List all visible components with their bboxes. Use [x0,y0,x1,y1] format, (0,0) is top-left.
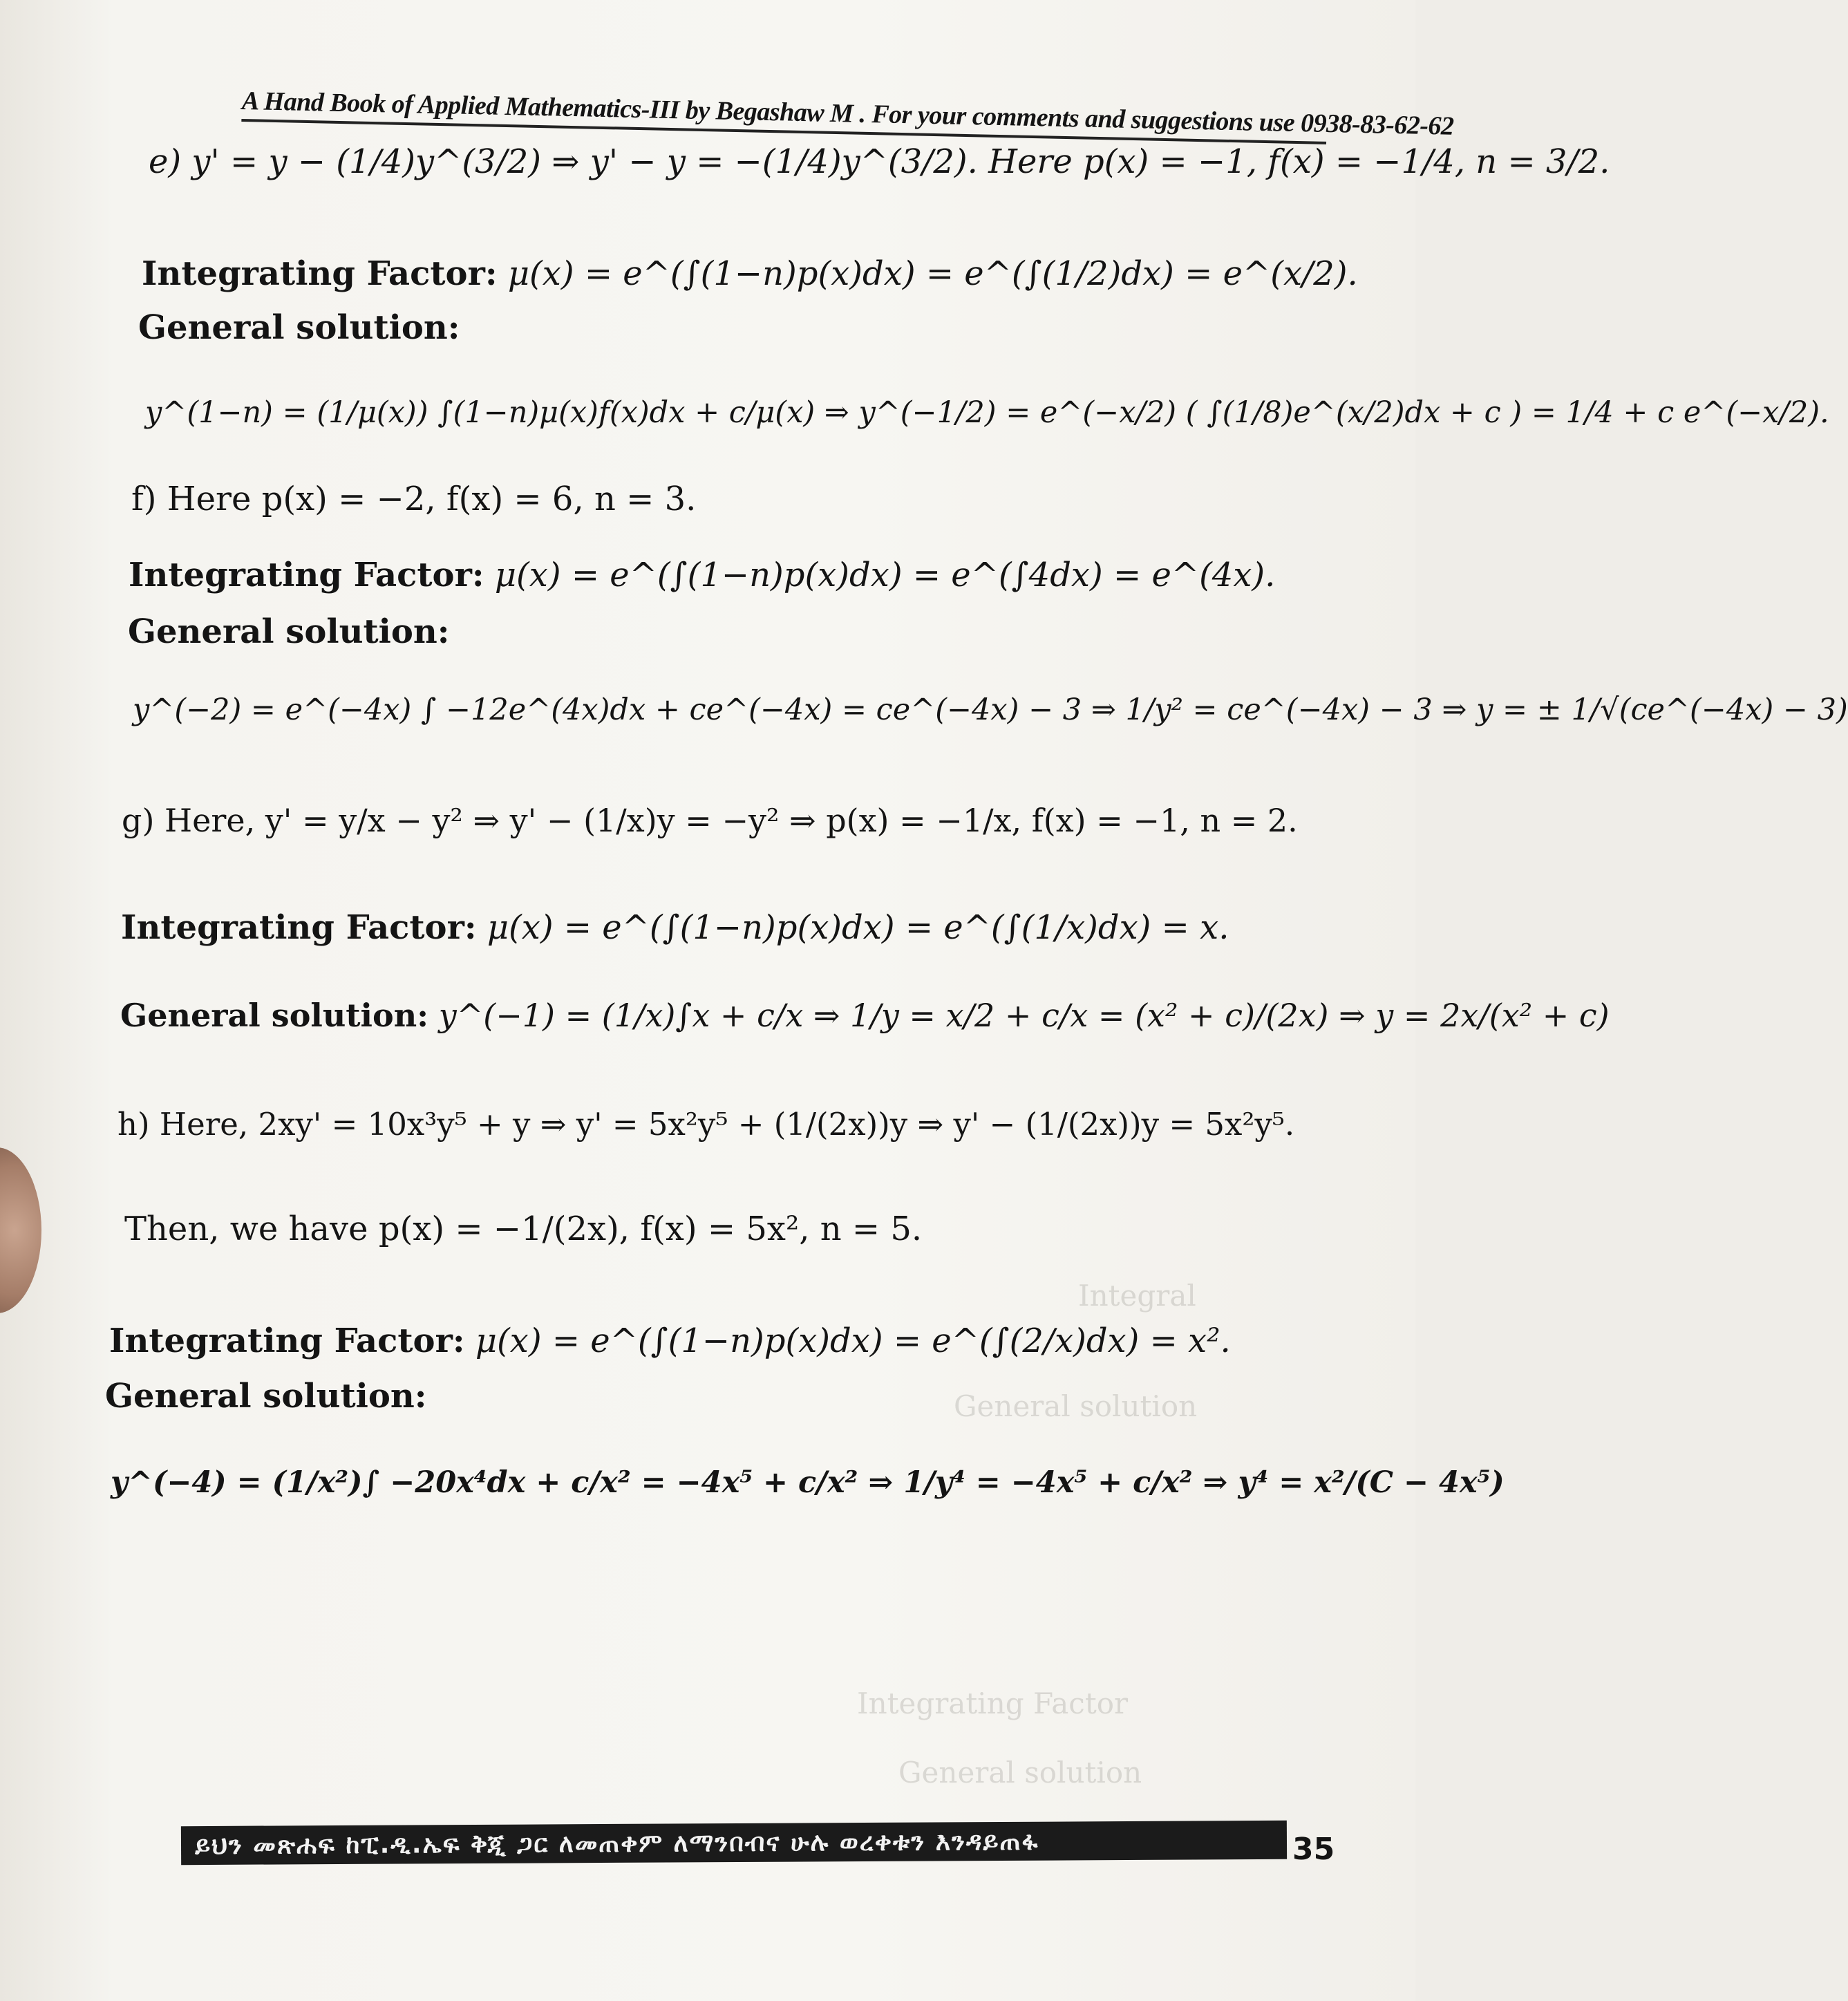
bleed-through: Integral [1078,1279,1196,1313]
problem-f-integrating-factor: Integrating Factor: μ(x) = e^(∫(1−n)p(x)dx) = e^(∫4dx) = e^(4x). [129,556,1276,594]
problem-e-integrating-factor: Integrating Factor: μ(x) = e^(∫(1−n)p(x)dx) = e^(∫(1/2)dx) = e^(x/2). [142,254,1358,293]
bleed-through: General solution [898,1756,1142,1789]
problem-f-general-solution-label: General solution: [128,612,450,651]
problem-h-statement: h) Here, 2xy' = 10x³y⁵ + y ⇒ y' = 5x²y⁵ + (1/(2x))y ⇒ y' − (1/(2x))y = 5x²y⁵. [117,1106,1295,1143]
running-header [241,77,1454,144]
problem-e-general-solution-label: General solution: [138,308,460,347]
bleed-through: General solution [954,1389,1198,1423]
header-title: A Hand Book of Applied Mathematics-III by Begashaw M . For your comments and suggestions use 0938-83-62-62 [241,86,1454,141]
footer-banner [181,1821,1287,1865]
bleed-through: Integrating Factor [857,1687,1129,1720]
problem-f-general-solution: y^(−2) = e^(−4x) ∫ −12e^(4x)dx + ce^(−4x) = ce^(−4x) − 3 ⇒ 1/y² = ce^(−4x) − 3 ⇒ y = ± 1/√(ce^(−4x) − 3) [133,693,1848,727]
problem-h-integrating-factor: Integrating Factor: μ(x) = e^(∫(1−n)p(x)dx) = e^(∫(2/x)dx) = x². [109,1322,1231,1360]
page-number: 35 [1292,1832,1335,1867]
thumb-in-photo [0,1147,41,1313]
problem-h-general-solution: y^(−4) = (1/x²)∫ −20x⁴dx + c/x² = −4x⁵ + c/x² ⇒ 1/y⁴ = −4x⁵ + c/x² ⇒ y⁴ = x²/(C − 4x⁵) [111,1465,1505,1500]
problem-e-general-solution: y^(1−n) = (1/μ(x)) ∫(1−n)μ(x)f(x)dx + c/μ(x) ⇒ y^(−1/2) = e^(−x/2) ( ∫(1/8)e^(x/2)dx + c ) = 1/4 + c e^(−x/2). [145,395,1829,430]
problem-g-general-solution: General solution: y^(−1) = (1/x)∫x + c/x ⇒ 1/y = x/2 + c/x = (x² + c)/(2x) ⇒ y = 2x/(x² + c) [120,997,1610,1034]
problem-f-statement: f) Here p(x) = −2, f(x) = 6, n = 3. [131,480,697,518]
problem-e-equation: e) y' = y − (1/4)y^(3/2) ⇒ y' − y = −(1/4)y^(3/2). Here p(x) = −1, f(x) = −1/4, n = 3/2. [149,142,1610,181]
integrating-factor-label: Integrating Factor: [142,254,498,293]
problem-g-integrating-factor: Integrating Factor: μ(x) = e^(∫(1−n)p(x)dx) = e^(∫(1/x)dx) = x. [121,908,1229,947]
problem-h-parameters: Then, we have p(x) = −1/(2x), f(x) = 5x², n = 5. [124,1210,923,1248]
problem-g-statement: g) Here, y' = y/x − y² ⇒ y' − (1/x)y = −y² ⇒ p(x) = −1/x, f(x) = −1, n = 2. [122,802,1298,839]
footer-banner-text: ይህን መጽሐፍ ከፒ.ዲ.ኤፍ ቅጂ ጋር ለመጠቀም ለማንበብና ሁሉ ወረቀቱን እንዳይጠፋ [194,1827,1039,1861]
problem-h-general-solution-label: General solution: [105,1377,427,1416]
